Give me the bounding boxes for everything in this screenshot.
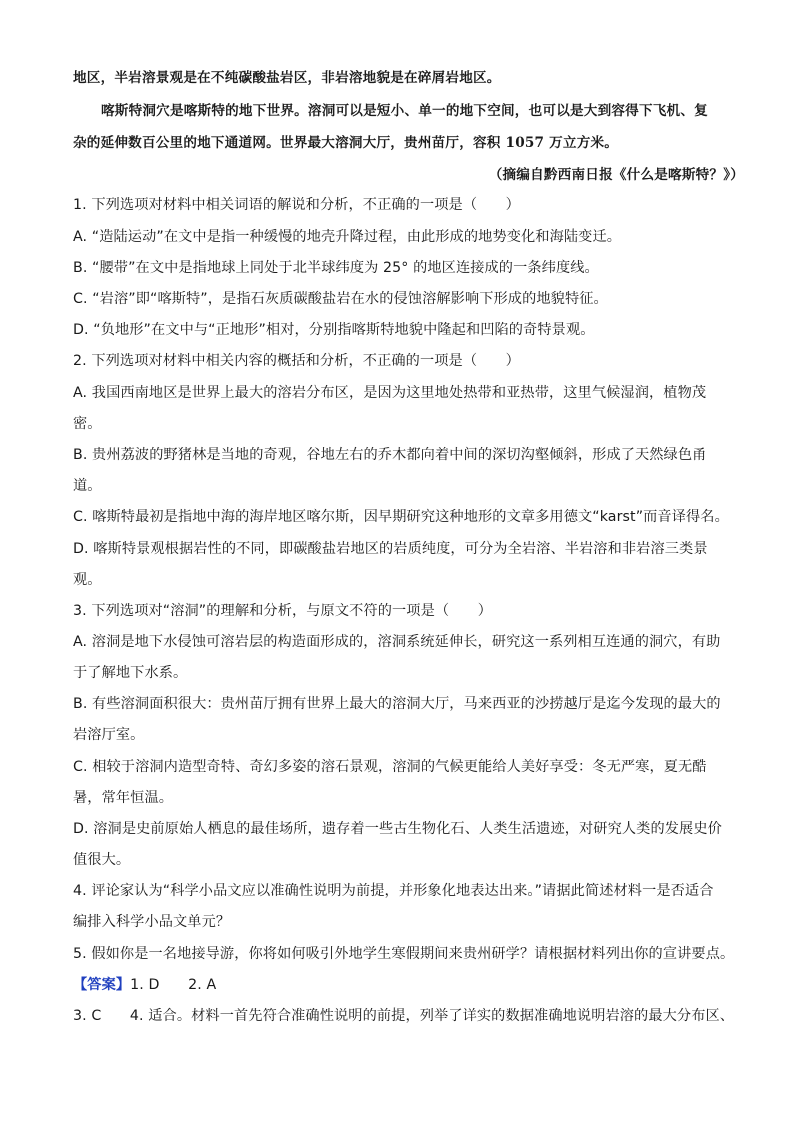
question-3-option-d-cont: 值很大。 — [73, 852, 131, 868]
question-2-option-b: B. 贵州荔波的野猪林是当地的奇观，谷地左右的乔木都向着中间的深切沟壑倾斜，形成了天然绿色甬 — [73, 447, 707, 463]
question-3-option-b: B. 有些溶洞面积很大：贵州苗厅拥有世界上最大的溶洞大厅，马来西亚的沙捞越厅是迄今发现的最大的 — [73, 696, 721, 712]
question-3-option-c: C. 相较于溶洞内造型奇特、奇幻多姿的溶石景观，溶洞的气候更能给人美好享受：冬无严寒，夏无酷 — [73, 759, 707, 775]
question-2-stem: 2. 下列选项对材料中相关内容的概括和分析，不正确的一项是（ ） — [73, 353, 520, 369]
question-2-option-a-cont: 密。 — [73, 416, 102, 432]
question-4-cont: 编排入科学小品文单元？ — [73, 914, 231, 930]
passage-paragraph-end: 地区，半岩溶景观是在不纯碳酸盐岩区，非岩溶地貌是在碎屑岩地区。 — [73, 70, 501, 86]
answer-line-2: 3. C 4. 适合。材料一首先符合准确性说明的前提，列举了详实的数据准确地说明岩溶的最大分布区、 — [73, 1008, 735, 1024]
question-1-option-c: C. “岩溶”即“喀斯特”，是指石灰质碳酸盐岩在水的侵蚀溶解影响下形成的地貌特征。 — [73, 291, 608, 307]
answer-values: 1. D 2. A — [130, 977, 217, 993]
question-3-option-a: A. 溶洞是地下水侵蚀可溶岩层的构造面形成的，溶洞系统延伸长，研究这一系列相互连通的洞穴，有助 — [73, 634, 721, 650]
answer-line-1 — [73, 974, 216, 994]
question-1-option-d: D. “负地形”在文中与“正地形”相对，分别指喀斯特地貌中隆起和凹陷的奇特景观。 — [73, 322, 595, 338]
question-4: 4. 评论家认为“科学小品文应以准确性说明为前提，并形象化地表达出来。”请据此简述材料一是否适合 — [73, 883, 714, 899]
passage-source: （摘编自黔西南日报《什么是喀斯特？》） — [488, 167, 744, 183]
question-2-option-d: D. 喀斯特景观根据岩性的不同，即碳酸盐岩地区的岩质纯度，可分为全岩溶、半岩溶和非岩溶三类景 — [73, 541, 708, 557]
question-3-option-d: D. 溶洞是史前原始人栖息的最佳场所，遗存着一些古生物化石、人类生活遗迹，对研究人类的发展史价 — [73, 821, 722, 837]
question-2-option-a: A. 我国西南地区是世界上最大的溶岩分布区，是因为这里地处热带和亚热带，这里气候湿润，植物茂 — [73, 385, 707, 401]
answer-tag: 【答案】 — [73, 977, 131, 993]
question-1-option-a: A. “造陆运动”在文中是指一种缓慢的地壳升降过程，由此形成的地势变化和海陆变迁。 — [73, 229, 622, 245]
question-3-option-b-cont: 岩溶厅室。 — [73, 727, 145, 743]
question-2-option-b-cont: 道。 — [73, 478, 102, 494]
question-3-option-a-cont: 于了解地下水系。 — [73, 665, 188, 681]
passage-paragraph-line: 杂的延伸数百公里的地下通道网。世界最大溶洞大厅，贵州苗厅，容积 1057 万立方米。 — [73, 135, 619, 151]
question-5: 5. 假如你是一名地接导游，你将如何吸引外地学生寒假期间来贵州研学？请根据材料列出你的宣讲要点。 — [73, 946, 735, 962]
passage-paragraph-line: 喀斯特洞穴是喀斯特的地下世界。溶洞可以是短小、单一的地下空间，也可以是大到容得下飞机、复 — [101, 103, 708, 119]
question-1-stem: 1. 下列选项对材料中相关词语的解说和分析，不正确的一项是（ ） — [73, 197, 520, 213]
question-2-option-d-cont: 观。 — [73, 572, 102, 588]
question-3-option-c-cont: 暑，常年恒温。 — [73, 790, 174, 806]
question-3-stem: 3. 下列选项对“溶洞”的理解和分析，与原文不符的一项是（ ） — [73, 603, 493, 619]
question-1-option-b: B. “腰带”在文中是指地球上同处于北半球纬度为 25° 的地区连接成的一条纬度线。 — [73, 260, 599, 276]
question-2-option-c: C. 喀斯特最初是指地中海的海岸地区喀尔斯，因早期研究这种地形的文章多用德文“karst”而音译得名。 — [73, 509, 729, 525]
